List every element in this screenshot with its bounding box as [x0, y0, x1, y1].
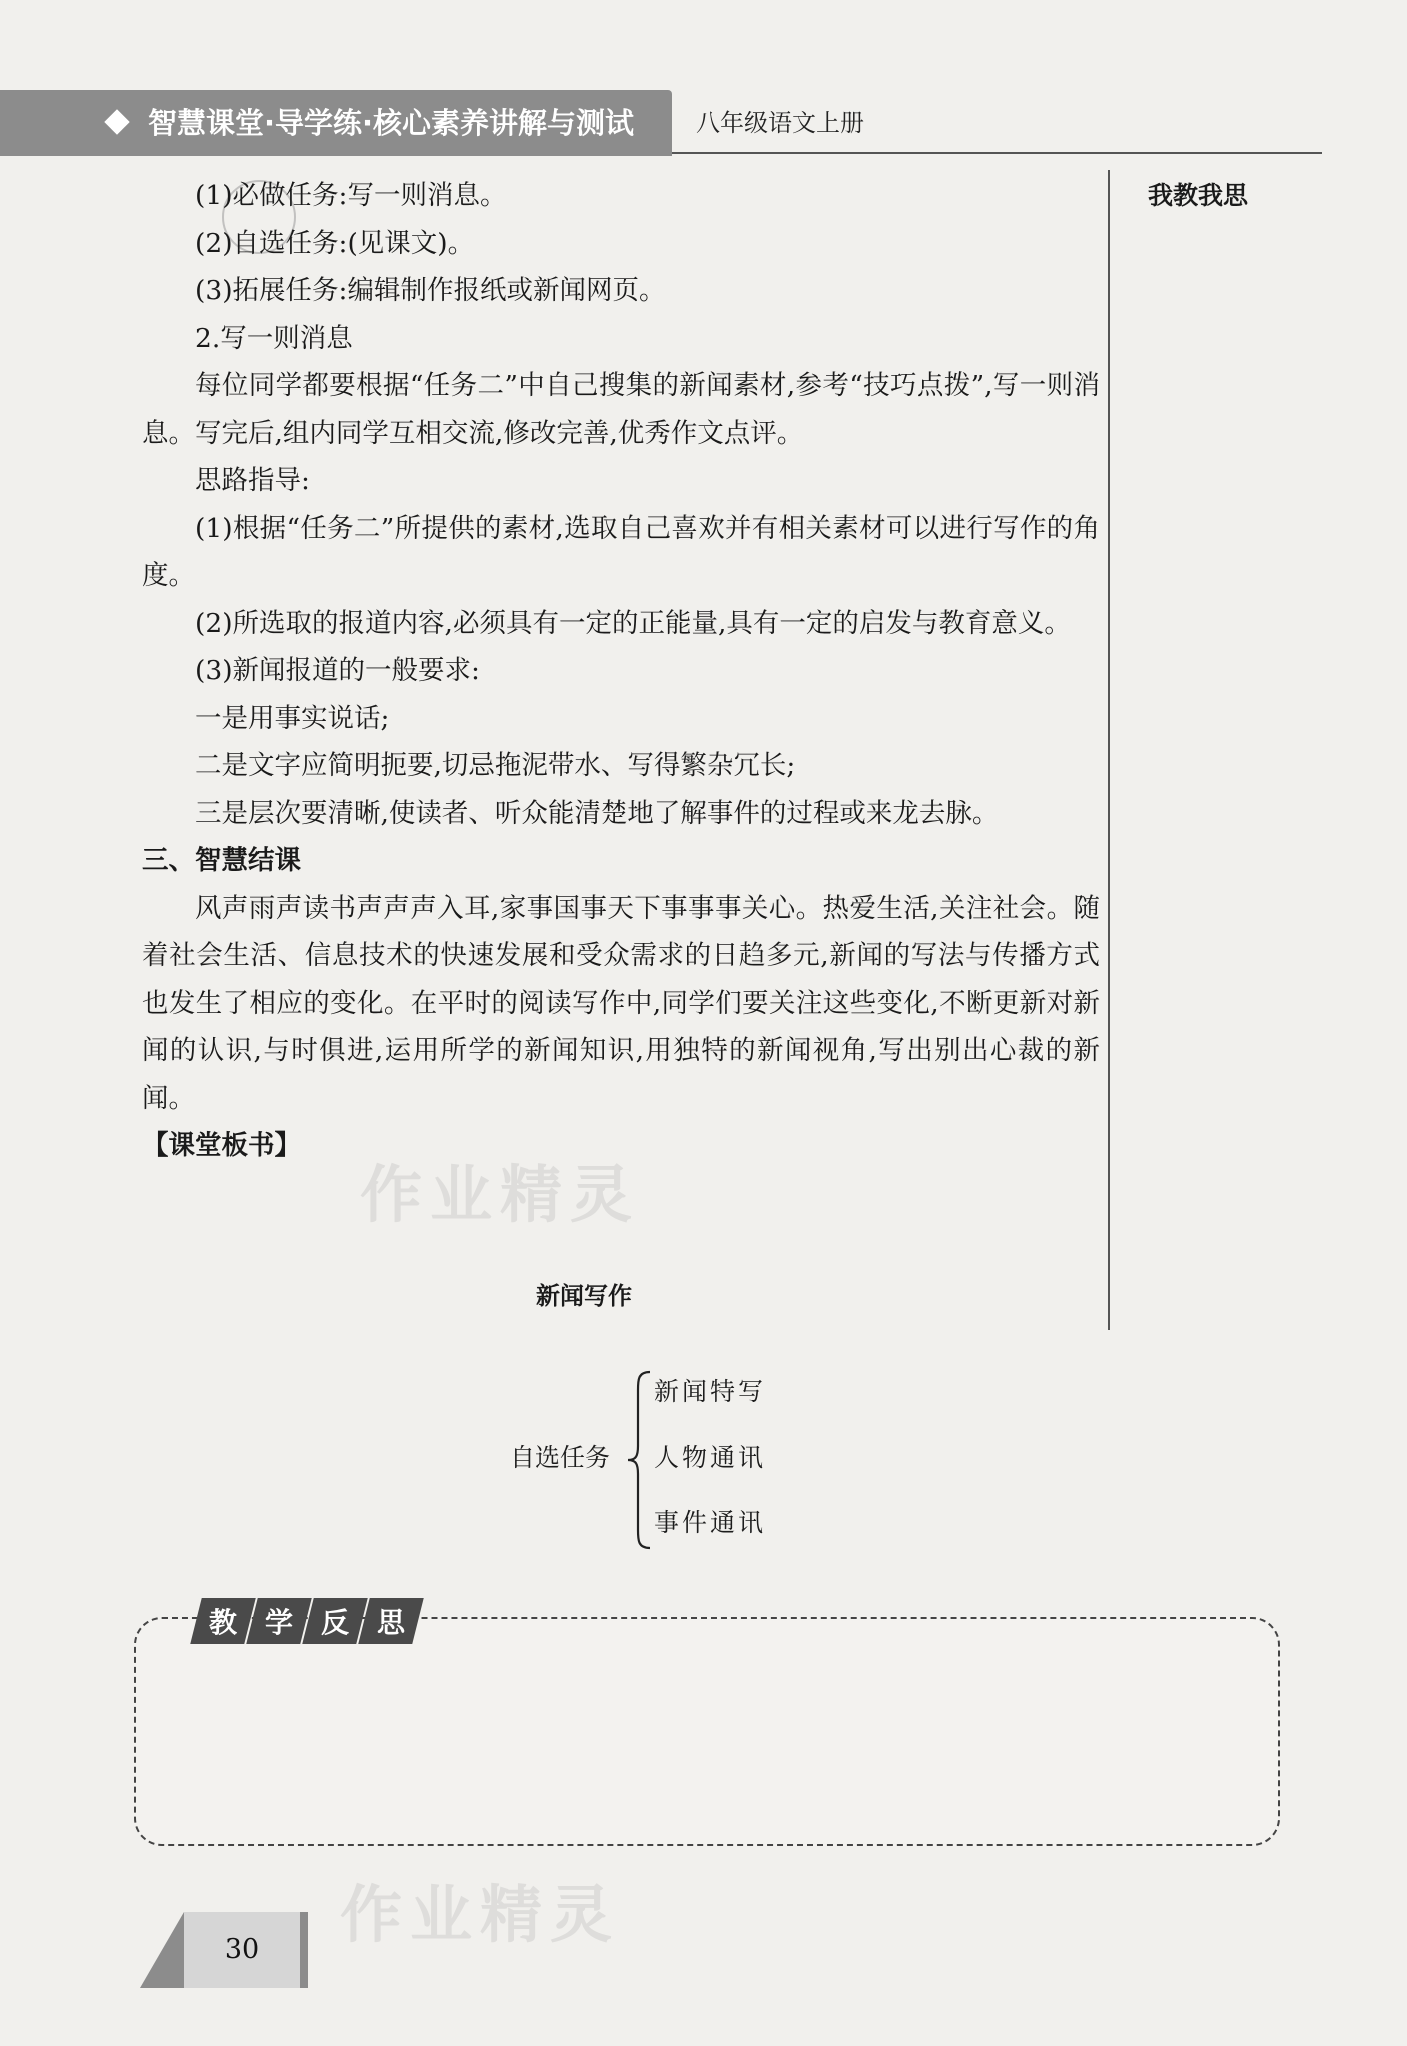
sidebar-title: 我教我思 — [1148, 181, 1249, 210]
paragraph: (1)必做任务:写一则消息。 — [195, 180, 507, 211]
paragraph: 二是文字应简明扼要,切忌拖泥带水、写得繁杂冗长; — [195, 750, 796, 781]
reflection-tab — [190, 1598, 255, 1644]
sidebar-divider — [1108, 170, 1110, 1330]
reflection-tabs — [196, 1598, 420, 1644]
watermark: 作业精灵 — [340, 1878, 621, 1951]
paragraph: 风声雨声读书声声声入耳,家事国事天下事事事关心。热爱生活,关注社会。随着社会生活、信息技术的快速发展和受众需求的日趋多元,新闻的写法与传播方式也发生了相应的变化。在平时的阅读写作中,同学们要关注这些变化,不断更新对新闻的认识,与时俱进,运用所学的新闻知识,用独特的新闻视角,写出别出心裁的新闻。 — [142, 892, 1100, 1114]
board-item: 新闻特写 — [654, 1377, 767, 1406]
watermark: 作业精灵 — [360, 1158, 641, 1231]
reflection-tab-label: 教 — [208, 1606, 237, 1639]
reflection-tab-label: 思 — [376, 1606, 405, 1639]
board-title — [0, 1276, 1180, 1311]
page-tab-triangle — [140, 1912, 184, 1988]
reflection-tab-label: 学 — [264, 1606, 293, 1639]
paragraph: 2.写一则消息 — [195, 322, 353, 354]
reflection-tab — [246, 1598, 311, 1644]
paragraph: 每位同学都要根据“任务二”中自己搜集的新闻素材,参考“技巧点拨”,写一则消息。写完后,组内同学互相交流,修改完善,优秀作文点评。 — [142, 370, 1100, 449]
page-number: 30 — [224, 1934, 260, 1965]
paragraph: (2)所选取的报道内容,必须具有一定的正能量,具有一定的启发与教育意义。 — [195, 607, 1071, 639]
paragraph: 一是用事实说话; — [195, 702, 390, 734]
reflection-tab-label: 反 — [320, 1606, 349, 1639]
main-content — [142, 172, 1100, 1170]
board-item: 事件通讯 — [654, 1508, 767, 1537]
paragraph: 思路指导: — [195, 465, 310, 496]
board-item: 人物通讯 — [654, 1443, 767, 1472]
brace-icon — [624, 1370, 654, 1550]
paragraph: (1)根据“任务二”所提供的素材,选取自己喜欢并有相关素材可以进行写作的角度。 — [142, 512, 1100, 591]
paragraph: 三是层次要清晰,使读者、听众能清楚地了解事件的过程或来龙去脉。 — [195, 797, 999, 829]
board-heading: 【课堂板书】 — [142, 1130, 301, 1161]
paragraph: (3)新闻报道的一般要求: — [195, 655, 480, 686]
header-subtitle: 八年级语文上册 — [696, 109, 864, 137]
header-title: 智慧课堂·导学练·核心素养讲解与测试 — [148, 106, 635, 140]
paragraph: (3)拓展任务:编辑制作报纸或新闻网页。 — [195, 275, 666, 306]
reflection-tab — [302, 1598, 367, 1644]
reflection-tab — [358, 1598, 423, 1644]
board-title-text: 新闻写作 — [536, 1282, 632, 1310]
board-root: 自选任务 — [510, 1443, 611, 1472]
section-heading: 三、智慧结课 — [142, 845, 301, 876]
reflection-box — [134, 1617, 1280, 1846]
paragraph: (2)自选任务:(见课文)。 — [195, 227, 475, 259]
